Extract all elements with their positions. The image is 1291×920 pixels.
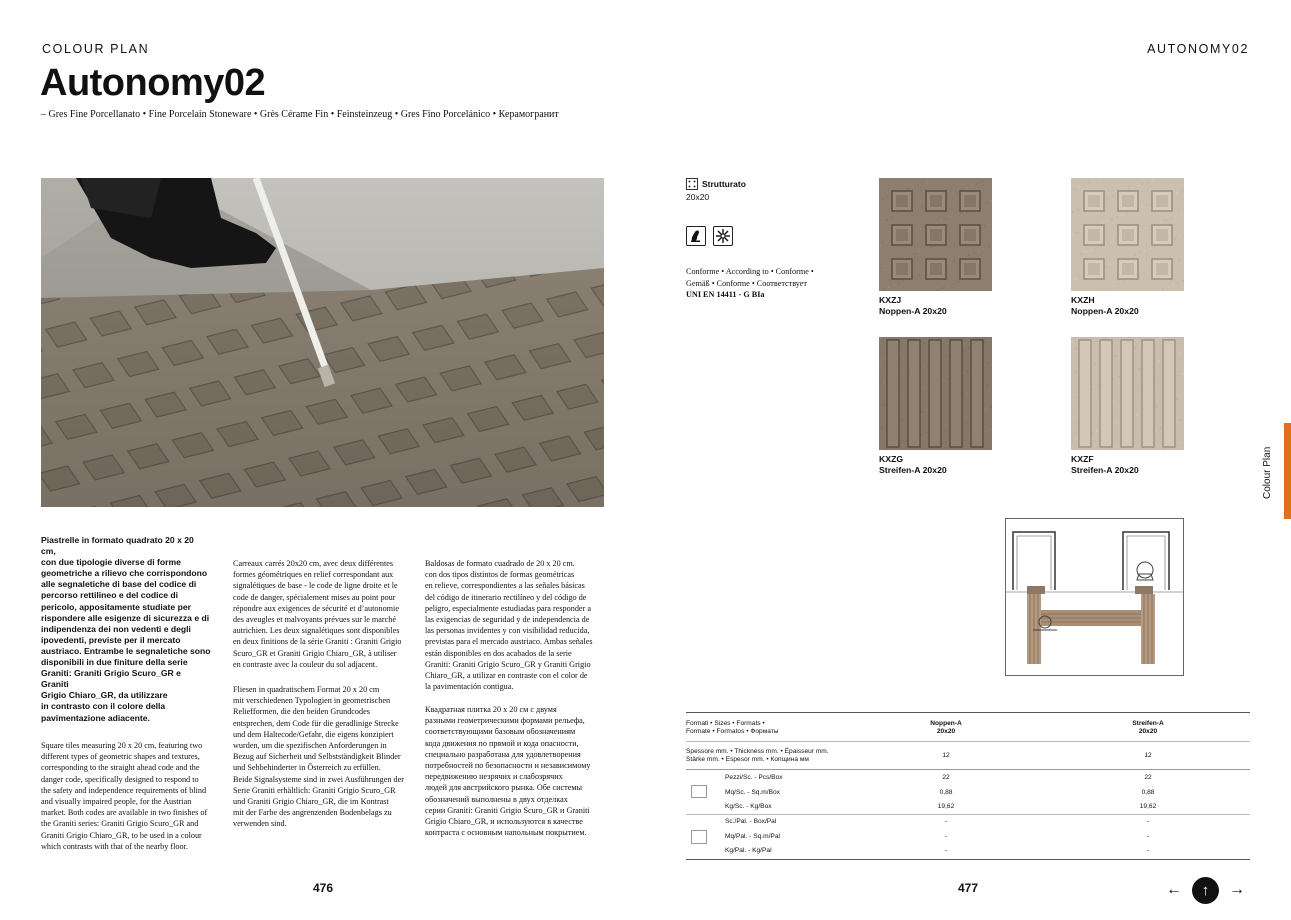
tile-speckle [987,269,988,270]
tile-speckle [1121,214,1122,215]
tile-speckle [1095,247,1096,248]
tile-speckle [988,246,989,247]
tile-stud-inner [896,195,908,207]
tile-code: KXZF [1071,454,1094,464]
tile-speckle [881,221,882,222]
tile-speckle [1090,249,1091,250]
column-noppen: Noppen-A 20x20 [930,720,962,735]
pallet-icon [691,830,707,844]
tile-speckle [1093,386,1094,387]
hero-photo [41,178,604,507]
tile-speckle [921,411,922,412]
tile-stripe [1142,340,1154,447]
surface-type [686,178,836,190]
tile-speckle [916,207,917,208]
column-streifen: Streifen-A 20x20 [1132,720,1164,735]
tile-speckle [904,350,905,351]
use-icons [686,226,836,246]
tile-speckle [1138,368,1139,369]
thickness-value: 12 [1144,752,1152,759]
tile-speckle [990,406,991,407]
tile-speckle [989,429,990,430]
tile-speckle [1182,373,1183,374]
tile-speckle [898,282,899,283]
tile-speckle [945,424,946,425]
tile-stud-inner [1122,229,1134,241]
tile-stripe [950,340,962,447]
tile-speckle [1177,282,1178,283]
tile-speckle [1101,222,1102,223]
tile-speckle [900,442,901,443]
description-english: Square tiles measuring 20 x 20 cm, featuring two different types of geometric shapes and textures, corresponding to the straight ahead code and the danger code, specifically designed to respond to the safety and independence requirements of blind and visually impaired people, for the Austrian market. Both codes are available in two finishes of the Graniti series: Graniti Grigio Scuro_GR and Graniti Grigio Chiaro_GR, to be used in a colour which contrasts with that of the nearby floor. [41,741,208,851]
tile-speckle [1141,206,1142,207]
description-french: Carreaux carrés 20x20 cm, avec deux différentes formes géométriques en relief correspondant aux signalétiques de base - le code de ligne droite et le code de danger, spécialement mises au point pour répondre aux exigences de sécurité et d’autonomie des aveugles et malvoyants prévues sur le marché autrichien. Les deux signalétiques sont disponibles en deux finitions de la série Graniti : Graniti Grigio Scuro_GR et Graniti Grigio Chiaro_GR, à utiliser en contraste avec la couleur du sol adjacent. [233,559,402,669]
tile-speckle [1072,417,1073,418]
tile-speckle [883,288,884,289]
tile-speckle [1103,289,1104,290]
tile-speckle [1126,212,1127,213]
tile-speckle [1118,376,1119,377]
tile-stud-inner [964,229,976,241]
tile-speckle [896,215,897,216]
tile-speckle [1167,286,1168,287]
tile-stripe [929,340,941,447]
tile-speckle [1178,352,1179,353]
tile-speckle [960,212,961,213]
tile-speckle [968,254,969,255]
tile-speckle [901,213,902,214]
tile-speckle [948,262,949,263]
tile-speckle [986,179,987,180]
tile-speckle [1112,195,1113,196]
tile-speckle [882,198,883,199]
installation-plan-drawing [1005,518,1184,676]
tile-name: Streifen-A 20x20 [879,465,947,475]
tile-speckle [984,431,985,432]
tile-speckle [952,283,953,284]
tile-speckle [985,408,986,409]
snowflake-icon [713,226,733,246]
tile-speckle [1160,427,1161,428]
tile-speckle [1117,399,1118,400]
tile-speckle [1085,251,1086,252]
page-number-right: 477 [958,881,979,895]
tile-stud-inner [930,229,942,241]
tile-swatch-kxzg[interactable] [879,337,992,450]
tile-speckle [1145,227,1146,228]
collection-label: AUTONOMY02 [1147,42,1249,56]
tile-speckle [885,242,886,243]
tile-speckle [912,186,913,187]
tile-speckle [1097,407,1098,408]
tile-swatch-kxzh[interactable] [1071,178,1184,291]
tile-speckle [947,285,948,286]
tile-speckle [880,244,881,245]
tile-speckle [1108,287,1109,288]
tile-speckle [1180,213,1181,214]
tile-speckle [1157,383,1158,384]
page-title: Autonomy02 [40,62,266,104]
tile-speckle [1139,345,1140,346]
tile-speckle [1137,391,1138,392]
tile-speckle [1159,337,1160,338]
tile-speckle [1116,216,1117,217]
tile-speckle [1109,264,1110,265]
tile-speckle [1115,239,1116,240]
tile-speckle [903,373,904,374]
tile-speckle [886,219,887,220]
tile-speckle [879,360,880,361]
tile-name: Noppen-A 20x20 [879,306,947,316]
tile-speckle [1094,363,1095,364]
tile-code: KXZJ [879,295,902,305]
tile-speckle [1116,422,1117,423]
tile-stripe [1079,340,1091,447]
tile-stud-inner [930,195,942,207]
tile-stripe [1100,340,1112,447]
tile-swatch-kxzj[interactable] [879,178,992,291]
tile-speckle [1118,283,1119,284]
tile-speckle [944,447,945,448]
tile-speckle [882,404,883,405]
tile-speckle [949,239,950,240]
tile-speckle [963,349,964,350]
tile-speckle [884,265,885,266]
tile-stud-inner [1156,195,1168,207]
tile-speckle [966,187,967,188]
tile-speckle [956,191,957,192]
tile-speckle [922,182,923,183]
tile-speckle [1074,278,1075,279]
tile-stud-inner [1088,263,1100,275]
tile-speckle [1149,248,1150,249]
surface-label: Strutturato [702,179,746,189]
tile-stripe [1121,340,1133,447]
tile-speckle [1113,378,1114,379]
tile-speckle [915,230,916,231]
tile-speckle [968,347,969,348]
tile-caption [1071,454,1139,476]
tile-speckle [1154,246,1155,247]
tile-speckle [924,249,925,250]
tile-speckle [887,196,888,197]
tile-speckle [918,274,919,275]
tile-speckle [1080,253,1081,254]
conformity-text: Conforme • According to • Conforme • Gemäß • Conforme • Соответствует UNI EN 14411 - G BIa [686,266,836,301]
standard-code: UNI EN 14411 - G BIa [686,290,765,299]
tile-speckle [1147,181,1148,182]
tile-speckle [1093,180,1094,181]
tile-speckle [989,223,990,224]
tile-speckle [883,381,884,382]
tile-speckle [905,440,906,441]
box-icon [691,785,707,798]
tile-speckle [987,362,988,363]
tile-speckle [1139,252,1140,253]
tile-stud-inner [964,263,976,275]
tile-speckle [1140,229,1141,230]
tile-speckle [880,337,881,338]
section-label: COLOUR PLAN [42,42,150,56]
tile-speckle [1076,232,1077,233]
tile-speckle [986,385,987,386]
tile-stud-inner [1122,263,1134,275]
tile-speckle [923,272,924,273]
tile-speckle [966,393,967,394]
surface-info [686,178,836,301]
tile-speckle [913,276,914,277]
tile-speckle [1077,209,1078,210]
tile-speckle [1114,262,1115,263]
tile-speckle [1164,448,1165,449]
tile-stud-inner [964,195,976,207]
tile-speckle [1115,445,1116,446]
tile-speckle [923,365,924,366]
tile-speckle [1181,396,1182,397]
tile-speckle [885,448,886,449]
tile-speckle [889,263,890,264]
tile-speckle [1123,281,1124,282]
tile-speckle [950,216,951,217]
tile-speckle [976,183,977,184]
thickness-value: 12 [942,752,950,759]
tile-speckle [1179,236,1180,237]
tile-speckle [1156,406,1157,407]
tile-speckle [965,416,966,417]
tile-speckle [1073,394,1074,395]
tile-speckle [967,370,968,371]
tile-speckle [909,255,910,256]
tile-speckle [957,281,958,282]
tile-speckle [1095,340,1096,341]
tile-code: KXZG [879,454,904,464]
description-spanish: Baldosas de formato cuadrado de 20 x 20 cm. con dos tipos distintos de formas geométricas en relieve, correspondientes a las señales básicas del código de itinerario rectilíneo y del código de peligro, especialmente estudiadas para responder a las exigencias de seguridad y de independencia de las personas invidentes y con visibilidad reducida, previstas para el mercado austriaco. Ambas señales están disponibles en dos acabados de la serie Graniti: Graniti Grigio Scuro_GR y Graniti Grigio Chiaro_GR, a utilizar en contraste con el color de la pavimentación contigua. [425,559,593,692]
tile-speckle [1182,280,1183,281]
tile-speckle [925,432,926,433]
tile-speckle [1132,187,1133,188]
tile-speckle [1162,288,1163,289]
tile-speckle [1148,271,1149,272]
next-page-arrow-icon[interactable]: → [1229,881,1245,898]
tile-speckle [953,260,954,261]
tile-speckle [888,286,889,287]
side-tab-label: Colour Plan [1262,446,1273,499]
tile-speckle [1134,254,1135,255]
tile-speckle [924,342,925,343]
tile-speckle [927,180,928,181]
tile-speckle [929,247,930,248]
tile-speckle [1174,238,1175,239]
tile-speckle [1071,440,1072,441]
tile-speckle [1074,371,1075,372]
tile-speckle [920,228,921,229]
tile-speckle [971,185,972,186]
tile-speckle [1081,230,1082,231]
tile-speckle [1113,285,1114,286]
tile-speckle [954,237,955,238]
tile-stripe [971,340,983,447]
prev-page-arrow-icon[interactable]: ← [1166,881,1182,898]
tile-speckle [1096,430,1097,431]
tile-speckle [1142,183,1143,184]
tile-speckle [1106,220,1107,221]
tile-speckle [1180,419,1181,420]
tile-speckle [942,287,943,288]
tile-speckle [1179,442,1180,443]
tile-speckle [1110,241,1111,242]
tile-speckle [990,200,991,201]
tile-speckle [985,202,986,203]
tile-speckle [1083,184,1084,185]
tile-speckle [1144,250,1145,251]
tile-speckle [1177,375,1178,376]
tile-stud-inner [1122,195,1134,207]
tile-speckle [893,284,894,285]
tile-speckle [946,401,947,402]
tile-speckle [932,178,933,179]
tile-stripe [908,340,920,447]
tile-speckle [982,271,983,272]
tile-speckle [1078,186,1079,187]
tile-speckle [1129,256,1130,257]
format-label: Formati • Sizes • Formats • Formate • Formatos • Форматы [686,720,779,735]
tile-speckle [891,217,892,218]
thickness-label: Spessore mm. • Thickness mm. • Épaisseur mm. Stärke mm. • Espesor mm. • Копщина мм [686,748,829,763]
tile-stud-inner [1156,263,1168,275]
tile-speckle [951,193,952,194]
tile-stripe [1163,340,1175,447]
tile-speckle [1105,243,1106,244]
tile-speckle [1073,188,1074,189]
tile-speckle [917,184,918,185]
tile-speckle [922,388,923,389]
tile-speckle [901,419,902,420]
tile-speckle [902,396,903,397]
tile-speckle [1146,204,1147,205]
tile-speckle [919,251,920,252]
tile-speckle [984,225,985,226]
tile-speckle [1165,219,1166,220]
tile-speckle [1173,261,1174,262]
structured-surface-icon [686,178,698,190]
tile-speckle [907,188,908,189]
tile-speckle [1176,398,1177,399]
tile-speckle [945,218,946,219]
tile-speckle [903,280,904,281]
tile-speckle [1136,414,1137,415]
tile-speckle [1170,217,1171,218]
tile-speckle [1111,218,1112,219]
tile-speckle [914,253,915,254]
tile-speckle [926,409,927,410]
tile-speckle [1098,178,1099,179]
tile-speckle [1181,190,1182,191]
description-russian: Квадратная плитка 20 х 20 см с двумя разными геометрическими формами рельефа, соответствующими базовым обозначениям кода движения по прямой и кода опасности, специально разработана для удовлетворения потребностей по безопасности и независимому передвижению незрячих и слабозрячих людей для австрийского рынка. Обе системы обозначений выполнены в двух отделках серии Graniti: Graniti Grigio Scuro_GR и Graniti Grigio Chiaro_GR, и используются в качестве контраста с основным напольным покрытием. [425,705,591,838]
tile-code: KXZH [1071,295,1095,305]
arrow-up-icon: ↑ [1201,882,1210,899]
side-tab-marker [1284,423,1291,519]
tile-speckle [1176,192,1177,193]
material-subtitle: – Gres Fine Porcellanato • Fine Porcelain Stoneware • Grès Cérame Fin • Feinsteinzeug • Gres Fino Porcelánico • Керамогранит [41,109,559,120]
tile-speckle [1135,437,1136,438]
scroll-top-button[interactable] [1192,877,1219,904]
tile-speckle [1072,211,1073,212]
description-italian: Piastrelle in formato quadrato 20 x 20 cm, con due tipologie diverse di forme geometriche a rilievo che corrispondono alle segnaletiche di base del codice di percorso rettilineo e del codice di pericolo, appositamente studiate per rispondere alle esigenze di sicurezza e di indipendenza dei non vedenti e degli ipovedenti, previste per il mercato austriaco. Entrambe le segnaletiche sono disponibili in due finiture della serie Graniti: Graniti Grigio Scuro_GR e Graniti Grigio Chiaro_GR, da utilizzare in contrasto con il colore della pavimentazione adiacente. [41,535,211,723]
tile-speckle [1107,197,1108,198]
tile-name: Noppen-A 20x20 [1071,306,1139,316]
tile-stud-inner [1088,229,1100,241]
tile-speckle [973,252,974,253]
tile-speckle [988,339,989,340]
tile-speckle [983,248,984,249]
tile-stud-inner [930,263,942,275]
tile-speckle [1134,347,1135,348]
tile-speckle [942,380,943,381]
tile-speckle [1155,429,1156,430]
tile-speckle [1114,355,1115,356]
tile-speckle [1079,276,1080,277]
tile-speckle [1137,185,1138,186]
tile-speckle [963,256,964,257]
tile-speckle [1158,360,1159,361]
tile-speckle [937,289,938,290]
tile-name: Streifen-A 20x20 [1071,465,1139,475]
tile-speckle [935,222,936,223]
tile-speckle [940,220,941,221]
tile-caption [879,295,947,317]
tile-speckle [1160,221,1161,222]
tile-stud-inner [1156,229,1168,241]
tile-speckle [1092,409,1093,410]
description-german: Fliesen in quadratischem Format 20 x 20 cm mit verschiedenen Typologien in geometrischen Reliefformen, die den beiden Grundcodes entsprechen, dem Code für die geradlinige Strecke und dem Haltecode/Gefahr, die eigens konzipiert wurden, um die spezifischen Anforderungen in Bezug auf Sicherheit und Selbstständigkeit Blinder und Sehbehinderter in Österreich zu erfüllen. Beide Signalsysteme sind in zwei Ausführungen der Serie Graniti erhältlich: Graniti Grigio Scuro_GR und Graniti Grigio Chiaro_GR, die im Kontrast mit der Farbe des angrenzenden Bodenbelags zu verwenden sind. [233,685,404,829]
tile-stud-inner [896,263,908,275]
tile-speckle [879,267,880,268]
tile-caption [879,454,947,476]
tile-speckle [1076,438,1077,439]
tile-speckle [1075,255,1076,256]
tile-speckle [978,250,979,251]
tile-speckle [943,357,944,358]
tile-caption [1071,295,1139,317]
tile-speckle [1088,182,1089,183]
shoe-icon [686,226,706,246]
tile-speckle [1075,348,1076,349]
tile-stripe [887,340,899,447]
tile-speckle [981,181,982,182]
tile-speckle [1152,179,1153,180]
tile-swatch-kxzf[interactable] [1071,337,1184,450]
tile-speckle [1172,284,1173,285]
tile-speckle [921,205,922,206]
tile-speckle [955,214,956,215]
tile-speckle [947,378,948,379]
tile-speckle [964,439,965,440]
tile-stud-inner [896,229,908,241]
tile-speckle [1175,215,1176,216]
tile-stud-inner [1088,195,1100,207]
tile-speckle [881,427,882,428]
tile-speckle [1178,259,1179,260]
tile-speckle [884,358,885,359]
page-number-left: 476 [313,881,334,895]
surface-size: 20x20 [686,192,710,202]
tile-speckle [1071,234,1072,235]
tile-speckle [1143,273,1144,274]
